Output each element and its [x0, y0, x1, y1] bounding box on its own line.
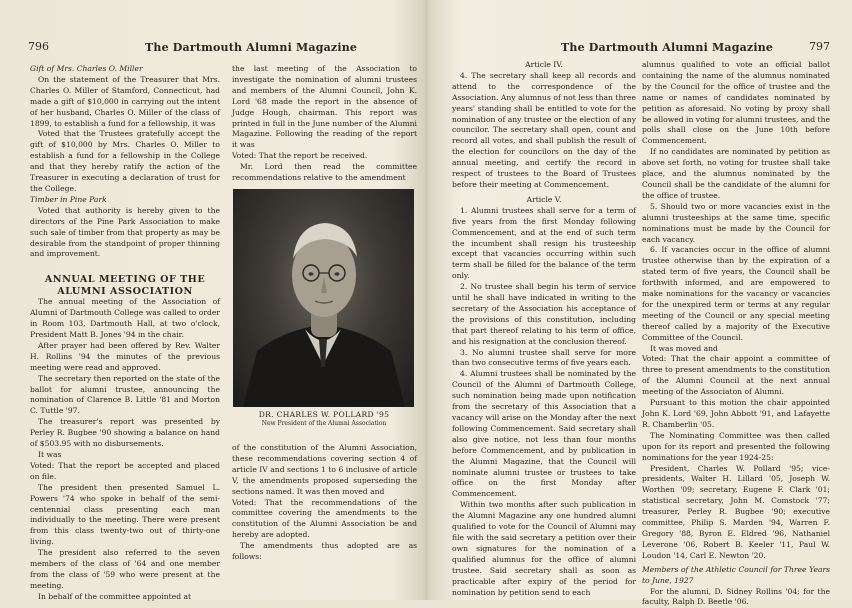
paragraph: 4. The secretary shall keep all records and attend to the correspondence of the Association. Any alumnus of not less than three years' standing shall be entitled to vote for the nomination of any trustee or the election of any councilor. The secretary shall open, count and record all votes, and shall publish the result of the election for councilors on the day of the annual meeting, and certify the record in respect of trustees to the Board of Trustees before their meeting at Commencement. — [452, 71, 636, 191]
paragraph: Voted: That the report be received. — [232, 151, 417, 162]
paragraph: 3. No alumni trustee shall serve for more than two consecutive terms of five years each. — [452, 348, 636, 370]
portrait-illustration — [233, 189, 414, 407]
paragraph: 6. If vacancies occur in the office of alumni trustee otherwise than by the expiration of a stated term of five years, the Council shall be forthwith informed, and are empowered to make nominations for the vacancy or vacancies for the unexpired term or terms at any regular meeting of the Council or any special meeting thereof called by a majority of the Executive Committee of the Council. — [642, 245, 830, 343]
paragraph: The amendments thus adopted are as follows: — [232, 541, 417, 563]
gift-subheading: Gift of Mrs. Charles O. Miller — [30, 64, 220, 75]
paragraph: It was — [30, 450, 220, 461]
paragraph: Voted: That the chair appoint a committee of three to present amendments to the constitution of the Alumni Council at the next annual meeting of the Associaton of Alumni. — [642, 354, 830, 398]
page-number-right: 797 — [809, 40, 830, 53]
paragraph: The treasurer's report was presented by Perley R. Bugbee '90 showing a balance on hand of $503.95 with no disbursements. — [30, 417, 220, 450]
paragraph: On the statement of the Treasurer that Mrs. Charles O. Miller of Stamford, Connecticut, had made a gift of $10,000 in carrying out the intent of her husband, Charles O. Miller of the class of 1899, to establish a fund for a fellowship, it was — [30, 75, 220, 130]
paragraph: 5. Should two or more vacancies exist in the alumni trusteeships at the same time, specific nominations must be made by the Council for each vacancy. — [642, 202, 830, 246]
left-page — [0, 0, 426, 600]
paragraph: It was moved and — [642, 344, 830, 355]
paragraph: Voted that authority is hereby given to the directors of the Pine Park Association to make such sale of timber from that property as may be desirable from the standpoint of proper thinning and improvement. — [30, 206, 220, 261]
paragraph: the last meeting of the Association to investigate the nomination of alumni trustees and members of the Alumni Council, John K. Lord '68 made the report in the absence of Judge Hough, chairman. This report was printed in full in the June number of the Alumni Magazine. Following the reading of the report it was — [232, 64, 417, 151]
right-page — [426, 0, 852, 600]
right-column-1 — [452, 60, 636, 600]
running-title-right: The Dartmouth Alumni Magazine — [561, 41, 773, 54]
paragraph: The Nominating Committee was then called upon for its report and presented the following nominations for the year 1924-25: — [642, 431, 830, 464]
paragraph: Voted: That the report be accepted and placed on file. — [30, 461, 220, 483]
paragraph: If no candidates are nominated by petition as above set forth, no voting for trustee shall take place, and the alumnus nominated by the Council shall be the candidate of the alumni for the office of trustee. — [642, 147, 830, 202]
paragraph: 4. Alumni trustees shall be nominated by the Council of the Alumni of Dartmouth College, such nomination being made upon notification from the secretary of this Association that a vacancy will arise on the Monday after the next following Commencement. Said secretary shall also give notice, not less than four months before Commencement, and by publication in the Alumni Magazine, that the Council will nominate alumni trustee or trustees to take office on the first Monday after Commencement. — [452, 369, 636, 500]
paragraph: of the constitution of the Alumni Association, these recommendations covering section 4 of article IV and sections 1 to 6 inclusive of article V, the amendments proposed superseding the sections named. It was then moved and — [232, 443, 417, 498]
article-iv-heading: Article IV. — [452, 60, 636, 71]
paragraph: President, Charles W. Pollard '95; vice-presidents, Walter H. Lillard '05, Joseph W. Worthen '09; secretary, Eugene F. Clark '01; statistical secretary, John M. Comstock '77; treasurer, Perley R. Bugbee '90; executive committee, Philip S. Marden '94, Warren F. Gregory '88, Byron E. Eldred '96, Nathaniel Leverone '06, Robert B. Keeler '11, Paul W. Loudon '14, Carl E. Newton '20. — [642, 464, 830, 562]
caption-subtitle: New President of the Alumni Association — [225, 420, 423, 428]
paragraph: The annual meeting of the Association of Alumni of Dartmouth College was called to order in Room 103, Dartmouth Hall, at two o'clock, President Matt B. Jones '94 in the chair. — [30, 297, 220, 341]
page-number-left: 796 — [28, 40, 49, 53]
paragraph: The president also referred to the seven members of the class of '64 and one member from the class of '59 who were present at the meeting. — [30, 548, 220, 592]
athletic-council-subheading: Members of the Athletic Council for Three Years to June, 1927 — [642, 565, 830, 587]
left-column-1 — [30, 64, 220, 600]
paragraph: 1. Alumni trustees shall serve for a term of five years from the first Monday following Commencement, and at the end of such term the incumbent shall resign his trusteeship except that vacancies occurring within such term shall be filled for the balance of the term only. — [452, 206, 636, 282]
article-v-heading: Article V. — [452, 195, 636, 206]
portrait-photo — [233, 189, 414, 407]
caption-name: DR. CHARLES W. POLLARD '95 — [225, 410, 423, 420]
paragraph: After prayer had been offered by Rev. Walter H. Rollins '94 the minutes of the previous meeting were read and approved. — [30, 341, 220, 374]
paragraph: In behalf of the committee appointed at — [30, 592, 220, 603]
timber-subheading: Timber in Pine Park — [30, 195, 220, 206]
annual-meeting-heading: ANNUAL MEETING OF THE ALUMNI ASSOCIATION — [30, 274, 220, 297]
right-column-2 — [642, 60, 830, 600]
paragraph: Voted that the Trustees gratefully accept the gift of $10,000 by Mrs. Charles O. Miller to establish a fund for a fellowship in the College and that they hereby ratify the action of the Treasurer in executing a declaration of trust for the College. — [30, 129, 220, 194]
left-column-2-top — [232, 64, 417, 182]
paragraph: For the alumni, D. Sidney Rollins '04; for the faculty, Ralph D. Beetle '06. — [642, 587, 830, 608]
paragraph: The president then presented Samuel L. Powers '74 who spoke in behalf of the semi-centennial class presenting each man individually to the meeting. There were present from this class twenty-two out of thirty-one living. — [30, 483, 220, 548]
paragraph: Pursuant to this motion the chair appointed John K. Lord '69, John Abbott '91, and Lafayette R. Chamberlin '05. — [642, 398, 830, 431]
paragraph: Mr. Lord then read the committee recommendations relative to the amendment — [232, 162, 417, 184]
running-title-left: The Dartmouth Alumni Magazine — [145, 41, 357, 54]
paragraph: 2. No trustee shall begin his term of service until he shall have indicated in writing to the secretary of the Association his acceptance of the provisions of this constitution, including that part thereof relating to his term of office, and his resignation at the conclusion thereof. — [452, 282, 636, 347]
paragraph: Within two months after such publication in the Alumni Magazine any one hundred alumni qualified to vote for the Council of Alumni may file with the said secretary a petition over their own signatures for the nomination of a qualified alumnus for the office of alumni trustee. Said secretary shall as soon as practicable after expiry of the period for nomination by petition send to each — [452, 500, 636, 598]
paragraph: The secretary then reported on the state of the ballot for alumni trustee, announcing the nomination of Clarence B. Little '81 and Morton C. Tuttle '97. — [30, 374, 220, 418]
paragraph: alumnus qualified to vote an official ballot containing the name of the alumnus nominated by the Council for the office of trustee and the name or names of candidates nominated by petition as aforesaid. No voting by proxy shall be allowed in voting for alumni trustees, and the polls shall close on the June 10th before Commencement. — [642, 60, 830, 147]
left-column-2-bottom — [232, 443, 417, 600]
paragraph: Voted: That the recommendations of the committee covering the amendments to the constitution of the Alumni Association be and hereby are adopted. — [232, 498, 417, 542]
photo-caption — [225, 410, 423, 428]
